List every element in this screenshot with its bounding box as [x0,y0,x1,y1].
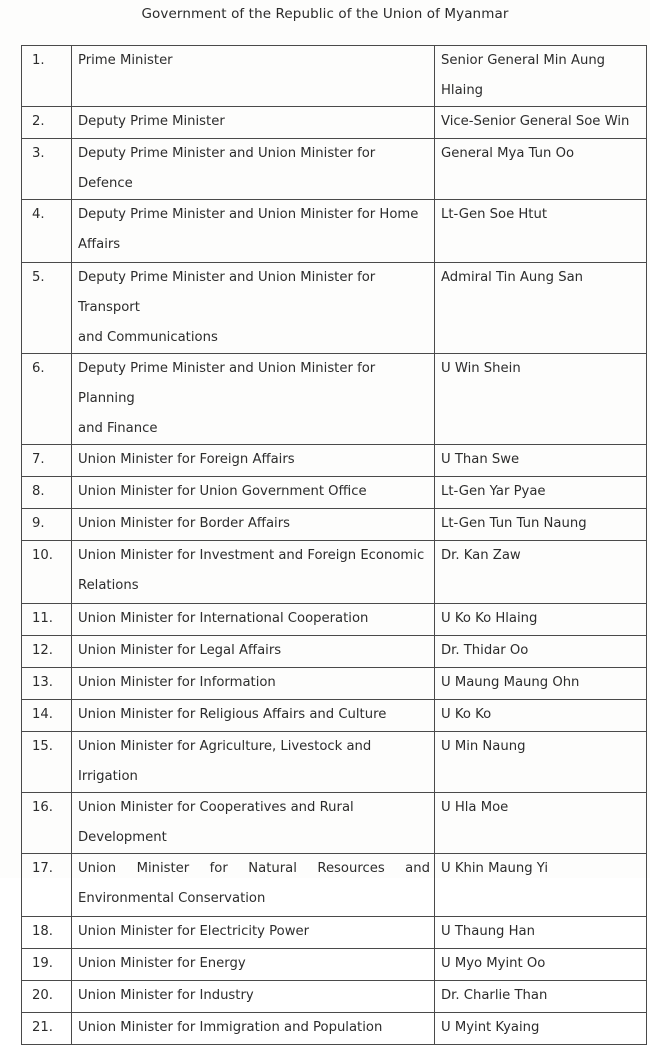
position-title [72,917,435,949]
position-text: Union Minister for Information [78,675,276,690]
table-row [22,854,647,917]
cabinet-table [21,45,647,1045]
row-number: 1. [22,46,72,107]
row-number: 4. [22,200,72,263]
position-text: Union Minister for Agriculture, Livestock and Irrigation [78,739,372,784]
table-row [22,732,647,793]
position-title [72,793,435,854]
officeholder-name: Lt-Gen Yar Pyae [435,477,647,509]
position-text-line-1: Deputy Prime Minister and Union Minister for Planning [78,361,376,406]
table-row [22,1013,647,1045]
table-row [22,200,647,263]
officeholder-name: U Thaung Han [435,917,647,949]
position-text: Union Minister for International Cooperation [78,611,369,626]
officeholder-name: Dr. Charlie Than [435,981,647,1013]
position-text-line-2: Affairs [78,237,121,252]
row-number: 3. [22,139,72,200]
position-text: Deputy Prime Minister and Union Minister for Defence [78,146,376,191]
officeholder-name: U Ko Ko Hlaing [435,604,647,636]
position-title [72,263,435,354]
table-row [22,445,647,477]
position-title [72,541,435,604]
position-text-line-2: and Communications [78,330,218,345]
position-text: Union Minister for Energy [78,956,246,971]
position-text: Union Minister for Religious Affairs and Culture [78,707,387,722]
table-row [22,477,647,509]
table-row [22,604,647,636]
row-number: 5. [22,263,72,354]
position-text: Union Minister for Foreign Affairs [78,452,295,467]
position-title [72,854,435,917]
officeholder-name: U Myint Kyaing [435,1013,647,1045]
officeholder-name: U Maung Maung Ohn [435,668,647,700]
row-number: 13. [22,668,72,700]
row-number: 15. [22,732,72,793]
position-text-line-1: Union Minister for Investment and Foreign Economic [78,548,425,563]
row-number: 17. [22,854,72,917]
row-number: 11. [22,604,72,636]
table-row [22,263,647,354]
officeholder-name: U Than Swe [435,445,647,477]
position-text: Union Minister for Industry [78,988,254,1003]
row-number: 7. [22,445,72,477]
row-number: 6. [22,354,72,445]
position-title [72,200,435,263]
position-text-line-2: Relations [78,578,139,593]
position-title [72,949,435,981]
position-text: Union Minister for Border Affairs [78,516,290,531]
row-number: 19. [22,949,72,981]
officeholder-name: U Ko Ko [435,700,647,732]
position-text: Prime Minister [78,53,173,68]
table-row [22,46,647,107]
table-row [22,541,647,604]
position-title [72,604,435,636]
position-title [72,1013,435,1045]
row-number: 8. [22,477,72,509]
table-row [22,917,647,949]
officeholder-name: U Hla Moe [435,793,647,854]
table-row [22,107,647,139]
officeholder-name: Vice-Senior General Soe Win [435,107,647,139]
table-row [22,700,647,732]
officeholder-name: Dr. Kan Zaw [435,541,647,604]
position-text-line-1: Deputy Prime Minister and Union Minister for Transport [78,270,376,315]
table-row [22,354,647,445]
position-text-line-2: and Finance [78,421,158,436]
table-row [22,139,647,200]
position-title [72,668,435,700]
position-text: Union Minister for Electricity Power [78,924,310,939]
officeholder-name: Admiral Tin Aung San [435,263,647,354]
officeholder-name: Lt-Gen Tun Tun Naung [435,509,647,541]
position-title [72,46,435,107]
position-title [72,107,435,139]
row-number: 10. [22,541,72,604]
position-title [72,477,435,509]
row-number: 20. [22,981,72,1013]
row-number: 12. [22,636,72,668]
officeholder-name: U Win Shein [435,354,647,445]
position-title [72,732,435,793]
officeholder-name: U Min Naung [435,732,647,793]
row-number: 9. [22,509,72,541]
position-title [72,445,435,477]
table-row [22,981,647,1013]
position-text-line-1: Deputy Prime Minister and Union Minister for Home [78,207,419,222]
position-title [72,636,435,668]
position-text: Deputy Prime Minister [78,114,225,129]
officeholder-name: U Myo Myint Oo [435,949,647,981]
officeholder-name: General Mya Tun Oo [435,139,647,200]
document-title: Government of the Republic of the Union of Myanmar [141,6,509,22]
position-title [72,981,435,1013]
table-row [22,636,647,668]
table-row [22,949,647,981]
position-title [72,139,435,200]
officeholder-name: Senior General Min Aung Hlaing [435,46,647,107]
officeholder-name: Dr. Thidar Oo [435,636,647,668]
position-text-line-1: Union Minister for Natural Resources and [78,861,430,876]
position-text-line-2: Environmental Conservation [78,891,266,906]
row-number: 2. [22,107,72,139]
row-number: 21. [22,1013,72,1045]
officeholder-name: U Khin Maung Yi [435,854,647,917]
position-text: Union Minister for Legal Affairs [78,643,282,658]
row-number: 18. [22,917,72,949]
position-title [72,700,435,732]
table-row [22,793,647,854]
position-title [72,354,435,445]
position-text: Union Minister for Cooperatives and Rural Development [78,800,354,845]
position-text: Union Minister for Union Government Office [78,484,367,499]
position-title [72,509,435,541]
officeholder-name: Lt-Gen Soe Htut [435,200,647,263]
row-number: 16. [22,793,72,854]
table-row [22,509,647,541]
table-row [22,668,647,700]
row-number: 14. [22,700,72,732]
position-text: Union Minister for Immigration and Population [78,1020,383,1035]
